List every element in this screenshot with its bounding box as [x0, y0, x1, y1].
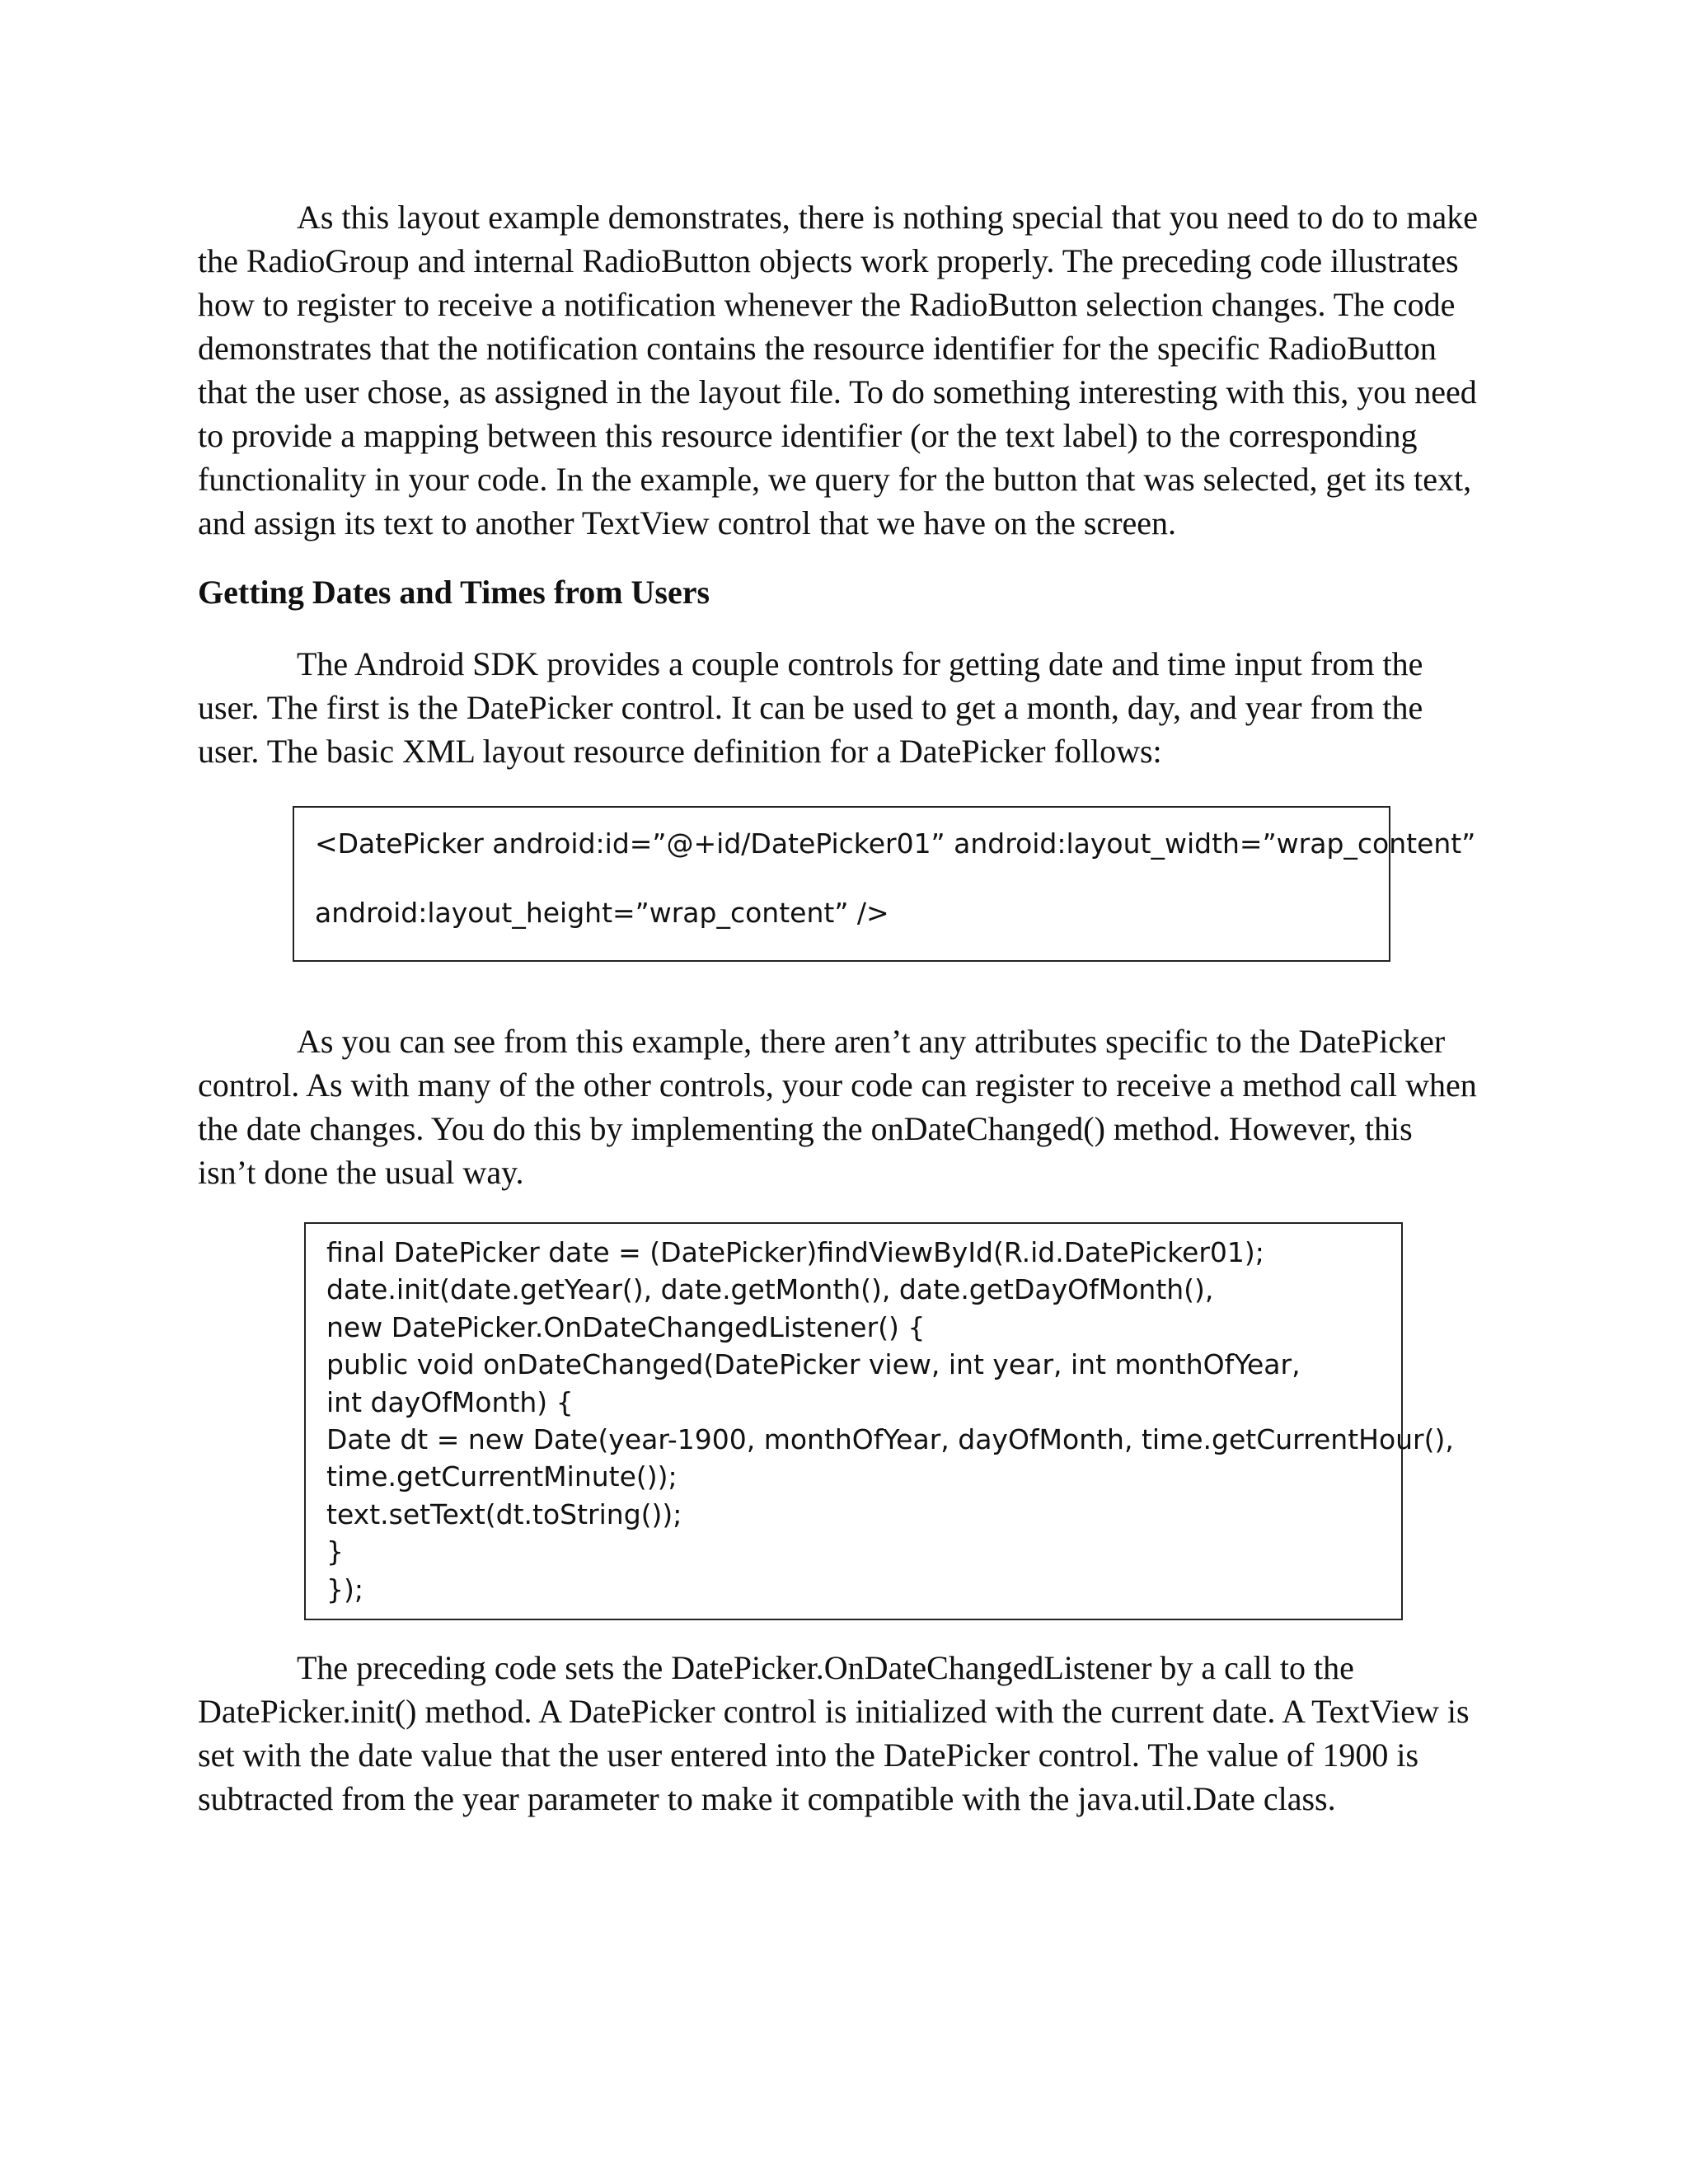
- section-heading: Getting Dates and Times from Users: [198, 574, 710, 611]
- text-line: The preceding code sets the DatePicker.OnDateChangedListener by a call to the: [297, 1649, 1354, 1686]
- text-line: user. The basic XML layout resource definition for a DatePicker follows:: [198, 733, 1162, 770]
- text-line: to provide a mapping between this resource identifier (or the text label) to the corresponding: [198, 417, 1418, 454]
- text-line: set with the date value that the user entered into the DatePicker control. The value of 1900 is: [198, 1736, 1419, 1774]
- text-line: isn’t done the usual way.: [198, 1154, 524, 1191]
- text-line: and assign its text to another TextView control that we have on the screen.: [198, 504, 1177, 541]
- code-line: }: [326, 1535, 344, 1568]
- code-line: time.getCurrentMinute());: [326, 1460, 678, 1493]
- code-line: int dayOfMonth) {: [326, 1385, 574, 1418]
- text-line: that the user chose, as assigned in the layout file. To do something interesting with this, you need: [198, 373, 1477, 410]
- code-block-java: [304, 1222, 1454, 1620]
- text-line: DatePicker.init() method. A DatePicker control is initialized with the current date. A TextView is: [198, 1693, 1470, 1730]
- code-line: });: [326, 1572, 363, 1605]
- code-line: text.setText(dt.toString());: [326, 1497, 682, 1530]
- code-line: <DatePicker android:id=”@+id/DatePicker01” android:layout_width=”wrap_content”: [315, 827, 1476, 860]
- paragraph-datepicker-attributes: [198, 1019, 1550, 1194]
- text-line: how to register to receive a notification whenever the RadioButton selection changes. The code: [198, 286, 1456, 323]
- paragraph-datepicker-intro: [198, 642, 1550, 773]
- paragraph-radiogroup-explanation: [198, 195, 1550, 545]
- code-line: Date dt = new Date(year-1900, monthOfYear, dayOfMonth, time.getCurrentHour(),: [326, 1423, 1454, 1456]
- code-line: android:layout_height=”wrap_content” />: [315, 897, 889, 929]
- code-line: date.init(date.getYear(), date.getMonth(), date.getDayOfMonth(),: [326, 1273, 1214, 1306]
- code-block-xml: [293, 806, 1476, 962]
- code-line: final DatePicker date = (DatePicker)findViewById(R.id.DatePicker01);: [326, 1236, 1264, 1268]
- text-line: The Android SDK provides a couple controls for getting date and time input from the: [297, 645, 1423, 682]
- text-line: As you can see from this example, there aren’t any attributes specific to the DatePicker: [297, 1023, 1446, 1060]
- text-line: the date changes. You do this by implementing the onDateChanged() method. However, this: [198, 1110, 1413, 1147]
- text-line: functionality in your code. In the example, we query for the button that was selected, get its text,: [198, 461, 1472, 498]
- text-line: As this layout example demonstrates, there is nothing special that you need to do to make: [297, 199, 1479, 236]
- text-line: subtracted from the year parameter to make it compatible with the java.util.Date class.: [198, 1780, 1336, 1817]
- text-line: the RadioGroup and internal RadioButton objects work properly. The preceding code illustrates: [198, 242, 1459, 279]
- text-line: demonstrates that the notification contains the resource identifier for the specific RadioButton: [198, 330, 1437, 367]
- code-line: public void onDateChanged(DatePicker view, int year, int monthOfYear,: [326, 1348, 1301, 1381]
- text-line: user. The first is the DatePicker control. It can be used to get a month, day, and year from the: [198, 689, 1423, 726]
- code-line: new DatePicker.OnDateChangedListener() {: [326, 1310, 926, 1343]
- text-line: control. As with many of the other controls, your code can register to receive a method call when: [198, 1066, 1477, 1104]
- paragraph-code-explanation: [198, 1646, 1550, 1821]
